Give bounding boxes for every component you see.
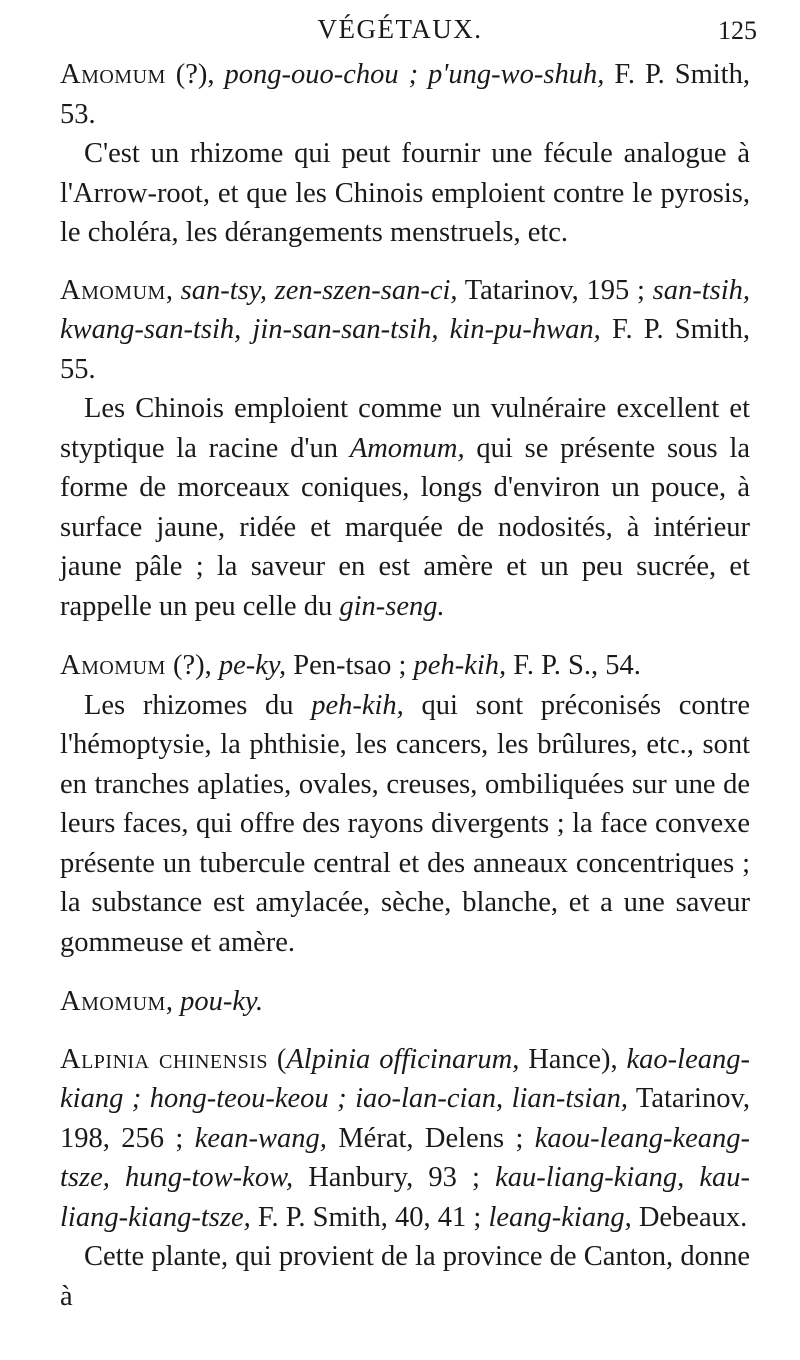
entry-heading-amomum-pou-ky: Amomum, pou-ky. [60,986,264,1017]
chinese-names: kao-leang-kiang ; hong-teou-keou ; iao-lan-cian, lian-tsian, [60,1043,750,1114]
genus-name: Amomum [60,986,166,1017]
entry-heading-amomum-pe-ky: Amomum (?), pe-ky, Pen-tsao ; peh-kih, F. P. S., 54. [60,650,641,681]
chinese-names: leang-kiang, [488,1201,632,1233]
reference: F. P. Smith, 53. [60,59,750,130]
reference: F. P. Smith, 40, 41 ; [250,1201,489,1233]
page-text [60,55,750,1316]
chinese-names: peh-kih, [413,650,507,681]
italic-term: gin-seng. [339,590,445,622]
running-head: VÉGÉTAUX. [317,14,483,44]
chinese-names: pe-ky, [218,650,287,681]
entry-heading-amomum-pong-ouo-chou: Amomum (?), pong-ouo-chou ; p'ung-wo-shuh, F. P. Smith, 53. [60,59,750,130]
page-number: 125 [718,16,757,45]
reference: Pen-tsao ; [286,650,414,681]
chinese-names: kean-wang, [194,1122,327,1154]
chinese-names: kau-liang-kiang, kau-liang-kiang-tsze, [60,1162,750,1233]
synonym: Alpinia officinarum, [286,1043,520,1075]
page-header [0,14,800,54]
reference: Tatarinov, 195 ; [457,274,653,306]
italic-term: peh-kih, [311,689,404,721]
reference: F. P. S., 54. [506,650,641,681]
italic-term: Amomum, [349,432,465,464]
reference: Tatarinov, 198, 256 ; [60,1083,750,1154]
reference: Hanbury, 93 ; [293,1162,496,1193]
reference: F. P. Smith, 55. [60,314,750,385]
species-name: Alpinia chinensis [60,1043,268,1075]
entry-heading-amomum-san-tsy: Amomum, san-tsy, zen-szen-san-ci, Tatarinov, 195 ; san-tsih, kwang-san-tsih, jin-san-san-tsih, kin-pu-hwan, F. P. Smith, 55. [60,274,750,385]
reference: Mérat, Delens ; [326,1122,535,1154]
entry-description: C'est un rhizome qui peut fournir une fécule analogue à l'Arrow-root, et que les Chinois emploient contre le pyrosis, le choléra, les dérangements menstruels, etc. [60,138,750,248]
chinese-names: san-tsy, zen-szen-san-ci, [180,274,458,306]
chinese-names: san-tsih, kwang-san-tsih, jin-san-san-tsih, kin-pu-hwan, [60,274,750,345]
reference: Debeaux. [631,1201,748,1233]
genus-name: Amomum [60,650,166,681]
entry-description: Cette plante, qui provient de la province de Canton, donne à [60,1241,750,1312]
entry-description: Les rhizomes du peh-kih, qui sont préconisés contre l'hémoptysie, la phthisie, les cancers, les brûlures, etc., sont en tranches aplaties, ovales, creuses, ombiliquées sur une de leurs faces, qui offre des rayons divergents ; la face convexe présente un tubercule central et des anneaux concentriques ; la substance est amylacée, sèche, blanche, et a une saveur gommeuse et amère. [60,689,750,958]
genus-name: Amomum [60,274,166,306]
reference: Hance), [519,1043,627,1075]
chinese-names: pong-ouo-chou ; p'ung-wo-shuh, [224,59,605,90]
chinese-names: pou-ky. [180,986,264,1017]
genus-name: Amomum [60,59,166,90]
chinese-names: kaou-leang-keang-tsze, hung-tow-kow, [60,1122,751,1193]
entry-description: Les Chinois emploient comme un vulnéraire excellent et styptique la racine d'un Amomum, qui se présente sous la forme de morceaux coniques, longs d'environ un pouce, à surface jaune, ridée et marquée de nodosités, à intérieur jaune pâle ; la saveur en est amère et un peu sucrée, et rappelle un peu celle du gin-seng. [60,393,751,622]
entry-heading-alpinia-chinensis: Alpinia chinensis (Alpinia officinarum, Hance), kao-leang-kiang ; hong-teou-keou ; iao-lan-cian, lian-tsian, Tatarinov, 198, 256 ; kean-wang, Mérat, Delens ; kaou-leang-keang-tsze, hung-tow-kow, Hanbury, 93 ; kau-liang-kiang, kau-liang-kiang-tsze, F. P. Smith, 40, 41 ; leang-kiang, Debeaux. [60,1043,751,1233]
